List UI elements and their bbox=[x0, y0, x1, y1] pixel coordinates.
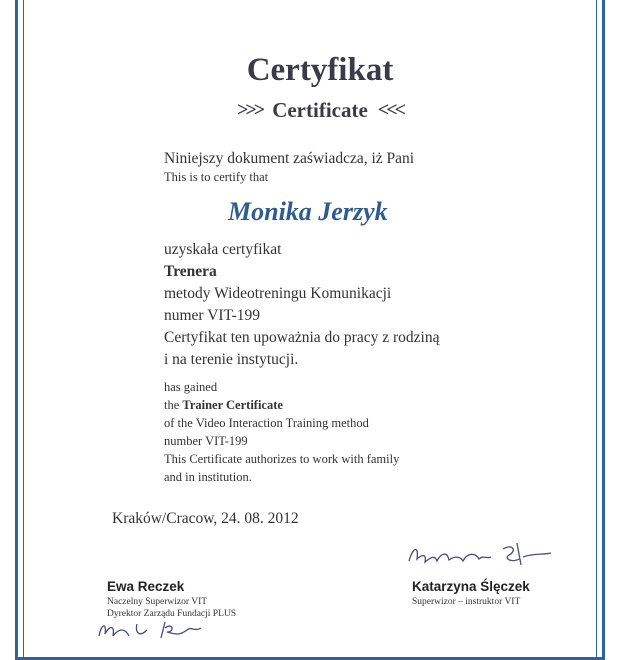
signatory-left-role2: Dyrektor Zarządu Fundacji PLUS bbox=[107, 609, 237, 619]
body-pl-line1: uzyskała certyfikat bbox=[164, 241, 282, 258]
body-pl-line5: Certyfikat ten upoważnia do pracy z rodziną bbox=[164, 329, 440, 346]
intro-en: This is to certify that bbox=[164, 170, 269, 184]
body-en-line3: of the Video Interaction Training method bbox=[164, 416, 369, 430]
body-en-line2 bbox=[164, 398, 283, 413]
certificate-subtitle: Certificate bbox=[272, 98, 368, 122]
body-en-line2-bold: Trainer Certificate bbox=[182, 398, 283, 412]
certificate-title: Certyfikat bbox=[246, 52, 394, 88]
signature-right-icon bbox=[405, 535, 555, 575]
body-en-line6: and in institution. bbox=[164, 470, 252, 484]
signatory-right-name: Katarzyna Ślęczek bbox=[412, 579, 530, 594]
cropped-header-text bbox=[118, 0, 598, 5]
body-pl-line2: Trenera bbox=[164, 263, 217, 280]
double-chevron-left-icon: <<< bbox=[377, 99, 403, 121]
signature-left-icon bbox=[95, 618, 215, 640]
body-en-line5: This Certificate authorizes to work with family bbox=[164, 452, 400, 466]
double-chevron-right-icon: >>> bbox=[236, 99, 263, 121]
subtitle-row bbox=[0, 98, 640, 123]
body-pl-line6: i na terenie instytucji. bbox=[164, 351, 299, 368]
body-en-line1: has gained bbox=[164, 380, 218, 394]
body-en-line4: number VIT-199 bbox=[164, 434, 248, 448]
signatory-right-role1: Superwizor – instruktor VIT bbox=[412, 597, 521, 607]
body-en-line2-prefix: the bbox=[164, 398, 180, 412]
body-pl-line4: numer VIT-199 bbox=[164, 307, 261, 324]
recipient-name: Monika Jerzyk bbox=[228, 197, 388, 226]
signatory-left-role1: Naczelny Superwizor VIT bbox=[107, 597, 208, 607]
place-date: Kraków/Cracow, 24. 08. 2012 bbox=[112, 510, 299, 527]
intro-pl: Niniejszy dokument zaświadcza, iż Pani bbox=[164, 150, 415, 167]
body-pl-line3: metody Wideotreningu Komunikacji bbox=[164, 285, 392, 302]
signatory-left-name: Ewa Reczek bbox=[107, 579, 185, 594]
